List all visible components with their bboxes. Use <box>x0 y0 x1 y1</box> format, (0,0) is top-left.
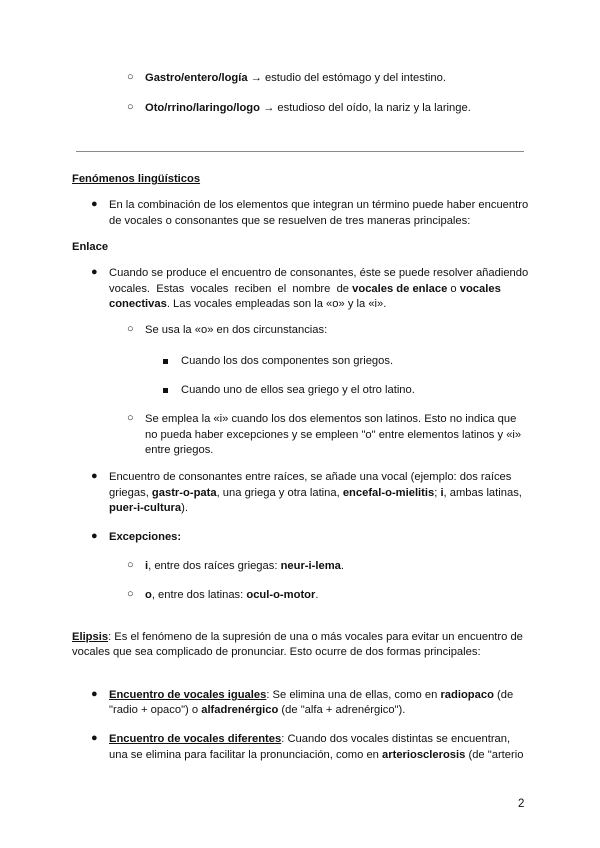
paragraph-line: Cuando se produce el encuentro de consonantes, éste se puede resolver añadiendo <box>109 267 529 279</box>
list-item: Cuando uno de ellos sea griego y el otro latino. <box>181 384 415 396</box>
paragraph-line: una se elimina para facilitar la pronunciación, como en arteriosclerosis (de "arterio <box>109 749 524 761</box>
list-item: Gastro/entero/logía → estudio del estómago y del intestino. <box>145 72 446 84</box>
paragraph-line: "radio + opaco") o alfadrenérgico (de "alfa + adrenérgico"). <box>109 704 406 716</box>
circle-bullet-icon: ○ <box>127 323 134 335</box>
bullet-icon: ● <box>91 688 98 700</box>
subheading-excepciones: Excepciones: <box>109 531 182 543</box>
circle-bullet-icon: ○ <box>127 71 134 83</box>
bullet-icon: ● <box>91 266 98 278</box>
horizontal-divider <box>76 151 524 152</box>
paragraph-line: griegas, gastr-o-pata, una griega y otra latina, encefal-o-mielitis; i, ambas latinas, <box>109 487 522 499</box>
bullet-icon: ● <box>91 198 98 210</box>
list-item: Se usa la «o» en dos circunstancias: <box>145 324 328 336</box>
section-heading-enlace: Enlace <box>72 241 109 253</box>
list-item: o, entre dos latinas: ocul-o-motor. <box>145 589 319 601</box>
paragraph-line: no pueda haber excepciones y se empleen "o" entre elementos latinos y «i» <box>145 429 522 441</box>
paragraph-line: conectivas. Las vocales empleadas son la «o» y la «i». <box>109 298 387 310</box>
paragraph-line: Encuentro de vocales diferentes: Cuando dos vocales distintas se encuentran, <box>109 733 511 745</box>
paragraph-line: vocales. Estas vocales reciben el nombre de vocales de enlace o vocales <box>109 283 501 295</box>
list-item: Cuando los dos componentes son griegos. <box>181 355 394 367</box>
paragraph-line: En la combinación de los elementos que integran un término puede haber encuentro <box>109 199 529 211</box>
bullet-icon: ● <box>91 530 98 542</box>
paragraph-line: Encuentro de consonantes entre raíces, se añade una vocal (ejemplo: dos raíces <box>109 471 512 483</box>
paragraph-line: Se emplea la «i» cuando los dos elementos son latinos. Esto no indica que <box>145 413 517 425</box>
paragraph-line: entre griegos. <box>145 444 214 456</box>
circle-bullet-icon: ○ <box>127 412 134 424</box>
paragraph-line: Elipsis: Es el fenómeno de la supresión de una o más vocales para evitar un encuentro de <box>72 631 523 643</box>
circle-bullet-icon: ○ <box>127 559 134 571</box>
paragraph-line: vocales que sea complicado de pronunciar. Esto ocurre de dos formas principales: <box>72 646 481 658</box>
square-bullet-icon <box>163 359 168 364</box>
section-heading-fenomenos: Fenómenos lingüísticos <box>72 173 201 185</box>
bullet-icon: ● <box>91 470 98 482</box>
paragraph-line: Encuentro de vocales iguales: Se elimina una de ellas, como en radiopaco (de <box>109 689 514 701</box>
paragraph-line: de vocales o consonantes que se resuelven de tres maneras principales: <box>109 215 471 227</box>
bullet-icon: ● <box>91 732 98 744</box>
circle-bullet-icon: ○ <box>127 588 134 600</box>
list-item: i, entre dos raíces griegas: neur-i-lema. <box>145 560 344 572</box>
list-item: Oto/rrino/laringo/logo → estudioso del oído, la nariz y la laringe. <box>145 102 471 114</box>
square-bullet-icon <box>163 388 168 393</box>
circle-bullet-icon: ○ <box>127 101 134 113</box>
page-number: 2 <box>518 798 525 810</box>
paragraph-line: puer-i-cultura). <box>109 502 188 514</box>
